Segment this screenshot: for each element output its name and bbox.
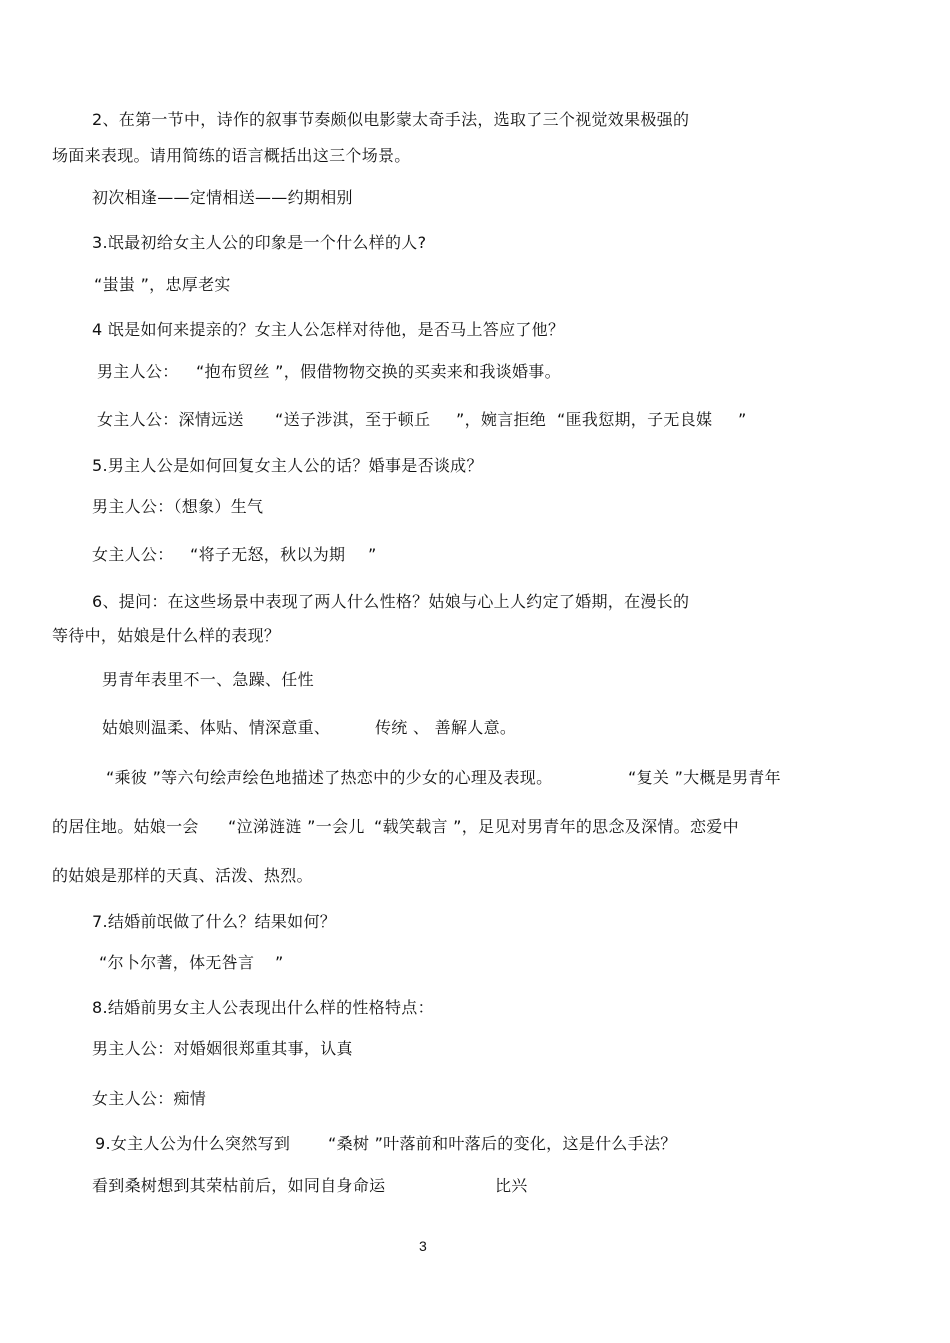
q6-male: 男青年表里不一、急躁、任性 (102, 670, 314, 689)
q4-female-mid: ”，婉言拒绝 (456, 410, 547, 429)
q8-female: 女主人公：痴情 (92, 1089, 207, 1108)
q6-para3: 的姑娘是那样的天真、活泼、热烈。 (52, 866, 313, 885)
q4-female-label: 女主人公：深情远送 (97, 410, 244, 429)
q4-female-quote1: “送子涉淇，至于顿丘 (275, 410, 431, 429)
q6-para2-b: “泣涕涟涟 ”一会儿 (228, 817, 365, 836)
q9-answer-a: 看到桑树想到其荣枯前后，如同自身命运 (92, 1176, 386, 1195)
q5-female-quote: “将子无怒，秋以为期 (190, 545, 346, 564)
q6-female-b: 传统 、 善解人意。 (375, 718, 517, 737)
q9-answer-b: 比兴 (495, 1176, 528, 1195)
q3-question: 3.氓最初给女主人公的印象是一个什么样的人? (92, 233, 427, 252)
q5-male: 男主人公：（想象）生气 (92, 497, 264, 516)
q5-female-label: 女主人公： (92, 545, 174, 564)
q2-line1: 2、在第一节中，诗作的叙事节奏颇似电影蒙太奇手法，选取了三个视觉效果极强的 (92, 110, 690, 129)
q4-female-end: ” (738, 410, 747, 429)
q6-line1: 6、提问：在这些场景中表现了两人什么性格？姑娘与心上人约定了婚期，在漫长的 (92, 592, 690, 611)
q6-para1-b: “复关 ”大概是男青年 (628, 768, 781, 787)
q6-para2-c: “载笑载言 ”，足见对男青年的思念及深情。恋爱中 (374, 817, 739, 836)
q6-para2-a: 的居住地。姑娘一会 (52, 817, 199, 836)
q4-female-quote2: “匪我愆期，子无良媒 (557, 410, 713, 429)
q7-answer-a: “尔卜尔蓍，体无咎言 (99, 953, 255, 972)
q5-female-end: ” (368, 545, 377, 564)
q7-answer-b: ” (275, 953, 284, 972)
q8-question: 8.结婚前男女主人公表现出什么样的性格特点： (92, 998, 434, 1017)
q3-answer: “蚩蚩 ”，忠厚老实 (94, 275, 231, 294)
q6-female-a: 姑娘则温柔、体贴、情深意重、 (102, 718, 331, 737)
q7-question: 7.结婚前氓做了什么？结果如何？ (92, 912, 337, 931)
q5-question: 5.男主人公是如何回复女主人公的话？婚事是否谈成？ (92, 456, 483, 475)
q4-male-label: 男主人公： (97, 362, 179, 381)
q4-question: 4 氓是如何来提亲的？女主人公怎样对待他，是否马上答应了他？ (92, 320, 565, 339)
q2-answer: 初次相逢——定情相送——约期相别 (92, 188, 353, 207)
q8-male: 男主人公：对婚姻很郑重其事，认真 (92, 1039, 353, 1058)
q6-line2: 等待中，姑娘是什么样的表现？ (52, 626, 281, 645)
q4-male-answer: “抱布贸丝 ”，假借物物交换的买卖来和我谈婚事。 (196, 362, 561, 381)
q9-question-b: “桑树 ”叶落前和叶落后的变化，这是什么手法？ (328, 1134, 677, 1153)
q9-question-a: 9.女主人公为什么突然写到 (95, 1134, 291, 1153)
q6-para1-a: “乘彼 ”等六句绘声绘色地描述了热恋中的少女的心理及表现。 (106, 768, 553, 787)
page-number: 3 (419, 1238, 427, 1254)
q2-line2: 场面来表现。请用简练的语言概括出这三个场景。 (52, 146, 411, 165)
